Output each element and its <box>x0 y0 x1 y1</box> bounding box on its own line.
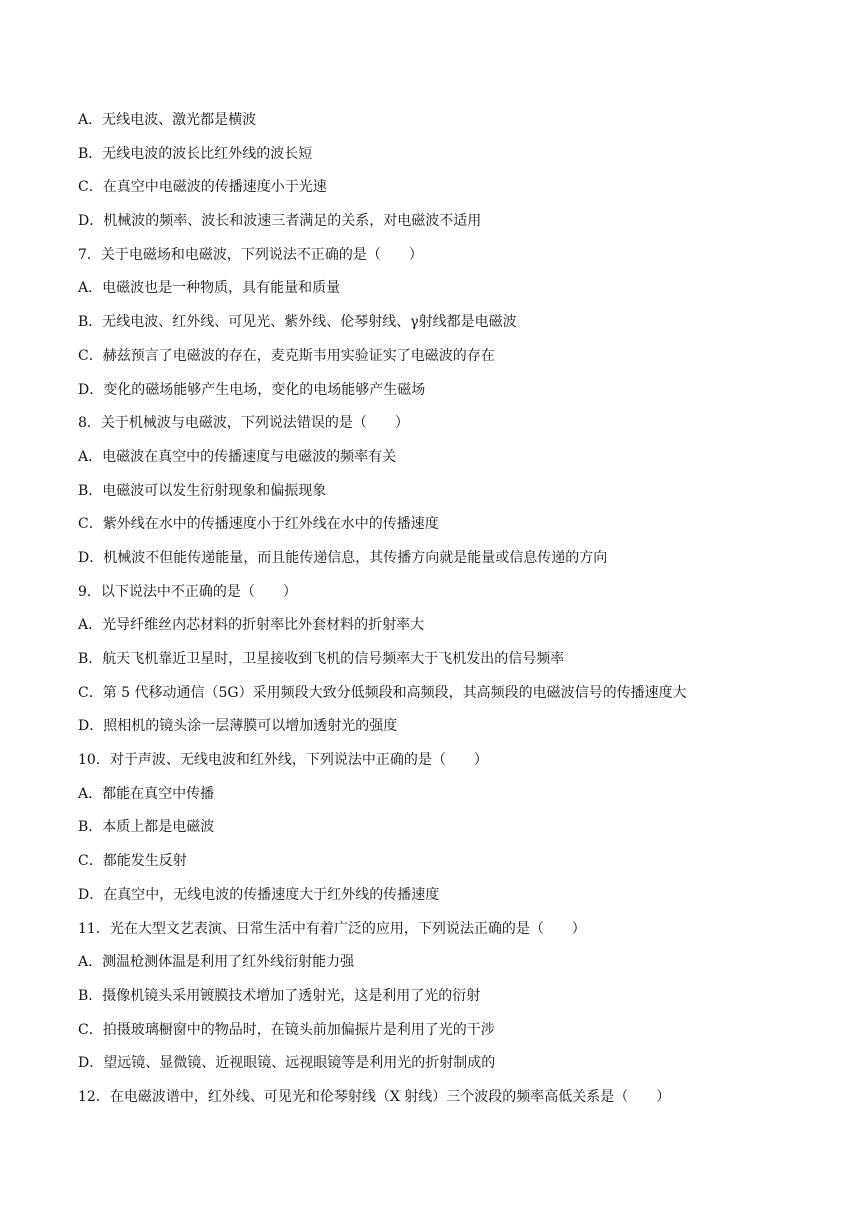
q11-stem: 11．光在大型文艺表演、日常生活中有着广泛的应用，下列说法正确的是（ ） <box>78 920 586 937</box>
q12-stem: 12．在电磁波谱中，红外线、可见光和伦琴射线（X 射线）三个波段的频率高低关系是（ ） <box>78 1088 671 1105</box>
q11-option-c: C．拍摄玻璃橱窗中的物品时，在镜头前加偏振片是利用了光的干涉 <box>78 1021 495 1038</box>
q11-option-d: D．望远镜、显微镜、近视眼镜、远视眼镜等是利用光的折射制成的 <box>78 1055 496 1072</box>
q7-option-b: B．无线电波、红外线、可见光、紫外线、伦琴射线、γ射线都是电磁波 <box>78 314 517 331</box>
q9-option-a: A．光导纤维丝内芯材料的折射率比外套材料的折射率大 <box>78 617 425 634</box>
q10-option-d: D．在真空中，无线电波的传播速度大于红外线的传播速度 <box>78 886 440 903</box>
q10-stem: 10．对于声波、无线电波和红外线，下列说法中正确的是（ ） <box>78 752 488 769</box>
q9-stem: 9．以下说法中不正确的是（ ） <box>78 583 297 600</box>
q10-option-a: A．都能在真空中传播 <box>78 785 215 802</box>
q10-option-b: B．本质上都是电磁波 <box>78 819 215 836</box>
q6-option-c: C．在真空中电磁波的传播速度小于光速 <box>78 179 327 196</box>
q8-option-d: D．机械波不但能传递能量，而且能传递信息，其传播方向就是能量或信息传递的方向 <box>78 549 608 566</box>
q8-stem: 8．关于机械波与电磁波，下列说法错误的是（ ） <box>78 415 409 432</box>
q6-option-b: B．无线电波的波长比红外线的波长短 <box>78 145 313 162</box>
question-text-block <box>78 104 838 1115</box>
q7-option-d: D．变化的磁场能够产生电场，变化的电场能够产生磁场 <box>78 381 426 398</box>
q6-option-d: D．机械波的频率、波长和波速三者满足的关系，对电磁波不适用 <box>78 213 482 230</box>
q9-option-d: D．照相机的镜头涂一层薄膜可以增加透射光的强度 <box>78 718 398 735</box>
q6-option-a: A．无线电波、激光都是横波 <box>78 112 257 128</box>
q8-option-a: A．电磁波在真空中的传播速度与电磁波的频率有关 <box>78 448 397 465</box>
q11-option-b: B．摄像机镜头采用镀膜技术增加了透射光，这是利用了光的衍射 <box>78 987 481 1004</box>
q10-option-c: C．都能发生反射 <box>78 853 187 870</box>
q9-option-c: C．第 5 代移动通信（5G）采用频段大致分低频段和高频段，其高频段的电磁波信号的传播速度大 <box>78 684 687 701</box>
q9-option-b: B．航天飞机靠近卫星时，卫星接收到飞机的信号频率大于飞机发出的信号频率 <box>78 651 565 667</box>
q7-stem: 7．关于电磁场和电磁波，下列说法不正确的是（ ） <box>78 246 423 263</box>
q7-option-c: C．赫兹预言了电磁波的存在，麦克斯韦用实验证实了电磁波的存在 <box>78 347 495 364</box>
q8-option-c: C．紫外线在水中的传播速度小于红外线在水中的传播速度 <box>78 516 439 533</box>
q8-option-b: B．电磁波可以发生衍射现象和偏振现象 <box>78 482 327 499</box>
q11-option-a: A．测温枪测体温是利用了红外线衍射能力强 <box>78 954 355 971</box>
q7-option-a: A．电磁波也是一种物质，具有能量和质量 <box>78 280 341 297</box>
